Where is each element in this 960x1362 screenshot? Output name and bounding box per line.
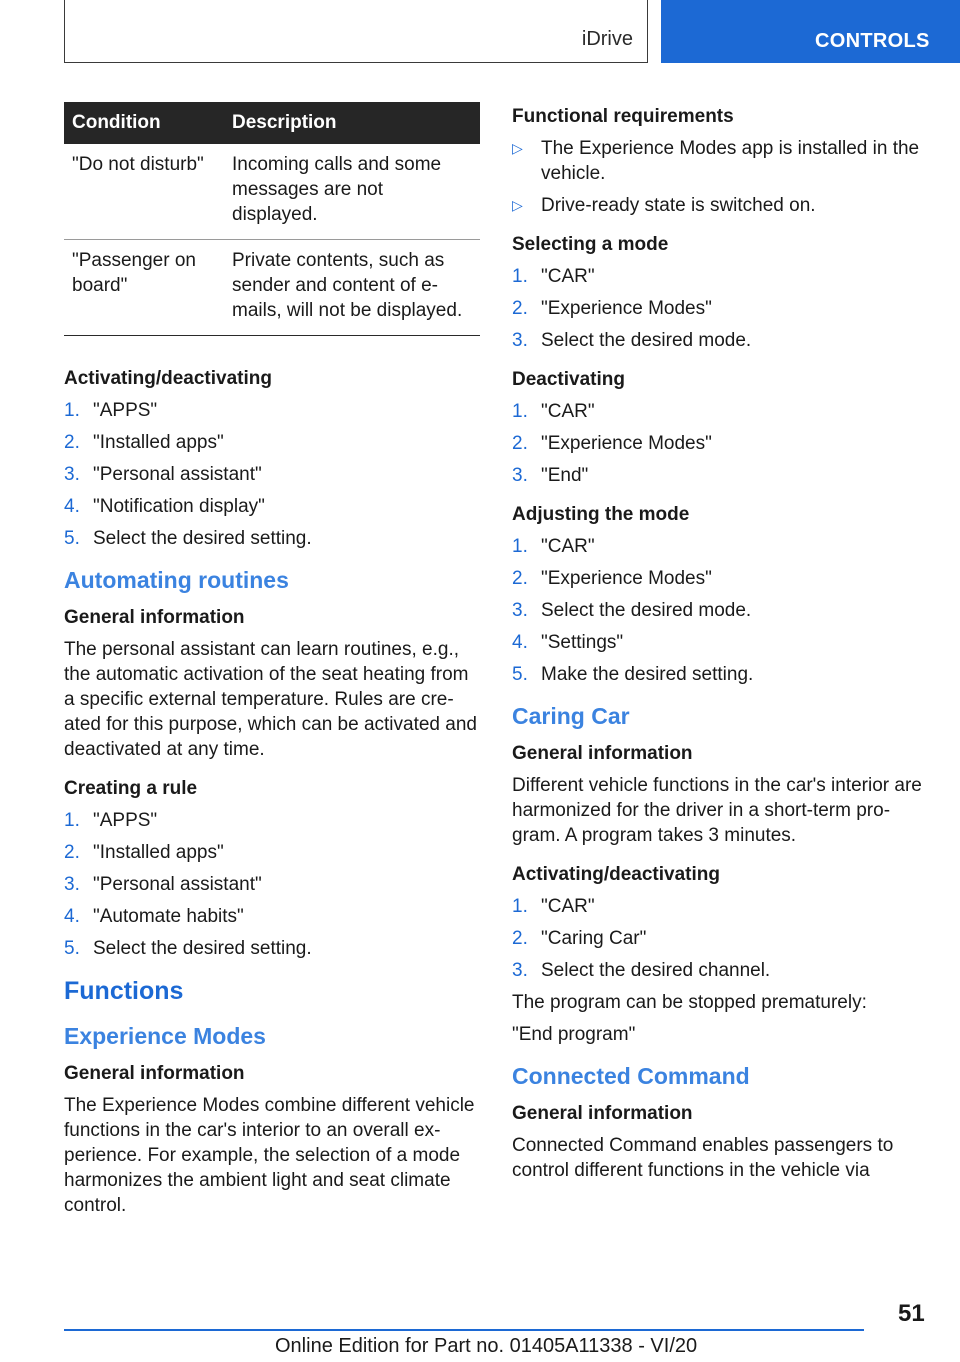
step-number: 1. [64, 400, 80, 421]
general-information-heading: General information [512, 743, 693, 764]
list-item [512, 566, 928, 591]
step-number: 1. [512, 401, 528, 422]
functional-requirements-heading: Functional requirements [512, 106, 734, 127]
selecting-mode-heading: Selecting a mode [512, 234, 669, 255]
condition-table [64, 102, 480, 336]
step-text: "CAR" [541, 401, 595, 422]
selecting-steps [512, 264, 928, 353]
list-item [64, 840, 480, 865]
right-column [512, 104, 928, 1197]
item-text: Drive-ready state is switched on. [541, 195, 816, 216]
automating-text: The personal assistant can learn routines, e.g., the automatic activation of the seat heating from a specific external temperature. Rules are created for this purpose, which can be activated and deactivated at any time. [64, 639, 477, 760]
list-item [512, 463, 928, 488]
list-item [64, 872, 480, 897]
list-item [64, 936, 480, 961]
list-item [512, 598, 928, 623]
step-text: "CAR" [541, 536, 595, 557]
list-item [512, 399, 928, 424]
table-cell: "Passenger on board" [64, 240, 224, 336]
step-number: 3. [64, 874, 80, 895]
step-text: "Personal assistant" [93, 464, 262, 485]
step-text: "Personal assistant" [93, 874, 262, 895]
deactivating-steps [512, 399, 928, 488]
list-item [512, 958, 928, 983]
step-number: 1. [64, 810, 80, 831]
left-column [64, 102, 480, 1232]
page-number: 51 [898, 1300, 925, 1327]
step-number: 2. [64, 842, 80, 863]
step-text: "Notification display" [93, 496, 265, 517]
header-section-box [64, 0, 648, 63]
general-information-heading: General information [512, 1103, 693, 1124]
step-number: 1. [512, 896, 528, 917]
table-cell: Private contents, such as sender and content of e-mails, will not be displayed. [224, 240, 480, 336]
table-row [64, 144, 480, 240]
step-text: "APPS" [93, 400, 158, 421]
list-item [512, 894, 928, 919]
step-text: Select the desired mode. [541, 330, 752, 351]
list-item [64, 904, 480, 929]
list-item [512, 193, 928, 218]
step-number: 2. [64, 432, 80, 453]
connected-command-text: Connected Command enables passengers to control different functions in the vehicle via [512, 1135, 894, 1181]
table-header-condition: Condition [64, 102, 224, 144]
table-cell: Incoming calls and some messages are not displayed. [224, 144, 480, 240]
section-title: iDrive [581, 28, 633, 50]
step-text: Select the desired channel. [541, 960, 771, 981]
step-text: "Caring Car" [541, 928, 647, 949]
step-number: 1. [512, 266, 528, 287]
step-number: 2. [512, 433, 528, 454]
activating-heading: Activating/deactivating [64, 368, 272, 389]
general-information-heading: General information [64, 607, 245, 628]
list-item [512, 328, 928, 353]
triangle-bullet-icon: ▷ [512, 140, 523, 156]
list-item [64, 526, 480, 551]
list-item [64, 430, 480, 455]
step-number: 5. [64, 528, 80, 549]
activating-steps [64, 398, 480, 551]
step-number: 4. [64, 906, 80, 927]
item-text: The Experience Modes app is installed in the vehicle. [541, 138, 920, 184]
step-number: 3. [64, 464, 80, 485]
step-number: 3. [512, 465, 528, 486]
list-item [512, 296, 928, 321]
caring-car-title: Caring Car [512, 703, 630, 729]
footer-edition: Online Edition for Part no. 01405A11338 - VI/20 [275, 1335, 698, 1357]
creating-steps [64, 808, 480, 961]
step-number: 3. [512, 600, 528, 621]
step-number: 3. [512, 960, 528, 981]
connected-command-title: Connected Command [512, 1063, 750, 1089]
activating-heading: Activating/deactivating [512, 864, 720, 885]
footer-divider [64, 1329, 864, 1331]
step-number: 1. [512, 536, 528, 557]
chapter-title: CONTROLS [815, 30, 930, 52]
general-information-heading: General information [64, 1063, 245, 1084]
requirements-list [512, 136, 928, 218]
caring-car-text: Different vehicle functions in the car's interior are harmonized for the driver in a short-term program. A program takes 3 minutes. [512, 775, 922, 846]
step-text: "Experience Modes" [541, 433, 712, 454]
step-text: Select the desired mode. [541, 600, 752, 621]
list-item [512, 926, 928, 951]
step-number: 2. [512, 298, 528, 319]
step-text: Make the desired setting. [541, 664, 754, 685]
caring-note: The program can be stopped prematurely: [512, 992, 867, 1013]
creating-rule-heading: Creating a rule [64, 778, 198, 799]
chapter-tab [661, 0, 960, 63]
adjusting-mode-heading: Adjusting the mode [512, 504, 690, 525]
automating-routines-title: Automating routines [64, 567, 289, 593]
table-cell: "Do not disturb" [64, 144, 224, 240]
step-number: 5. [64, 938, 80, 959]
list-item [512, 534, 928, 559]
list-item [64, 808, 480, 833]
list-item [512, 136, 928, 186]
step-text: "Installed apps" [93, 432, 224, 453]
step-number: 5. [512, 664, 528, 685]
step-number: 2. [512, 928, 528, 949]
list-item [64, 494, 480, 519]
adjusting-steps [512, 534, 928, 687]
step-text: "APPS" [93, 810, 158, 831]
step-number: 4. [64, 496, 80, 517]
step-number: 2. [512, 568, 528, 589]
step-text: Select the desired setting. [93, 938, 312, 959]
step-text: "Settings" [541, 632, 624, 653]
step-text: "CAR" [541, 896, 595, 917]
experience-modes-title: Experience Modes [64, 1023, 266, 1049]
list-item [512, 264, 928, 289]
list-item [64, 462, 480, 487]
step-number: 3. [512, 330, 528, 351]
list-item [512, 630, 928, 655]
step-text: "CAR" [541, 266, 595, 287]
table-header-description: Description [224, 102, 480, 144]
step-text: "Automate habits" [93, 906, 244, 927]
step-text: "End" [541, 465, 589, 486]
caring-end-program: "End program" [512, 1024, 636, 1045]
triangle-bullet-icon: ▷ [512, 197, 523, 213]
step-text: "Installed apps" [93, 842, 224, 863]
list-item [512, 662, 928, 687]
step-number: 4. [512, 632, 528, 653]
functions-title: Functions [64, 977, 184, 1005]
caring-steps [512, 894, 928, 983]
list-item [64, 398, 480, 423]
step-text: "Experience Modes" [541, 568, 712, 589]
step-text: Select the desired setting. [93, 528, 312, 549]
list-item [512, 431, 928, 456]
table-row [64, 240, 480, 336]
experience-modes-text: The Experience Modes combine different vehicle functions in the car's interior to an overall experience. For example, the selection of a mode harmonizes the ambient light and seat climate control. [64, 1095, 475, 1216]
step-text: "Experience Modes" [541, 298, 712, 319]
deactivating-heading: Deactivating [512, 369, 625, 390]
